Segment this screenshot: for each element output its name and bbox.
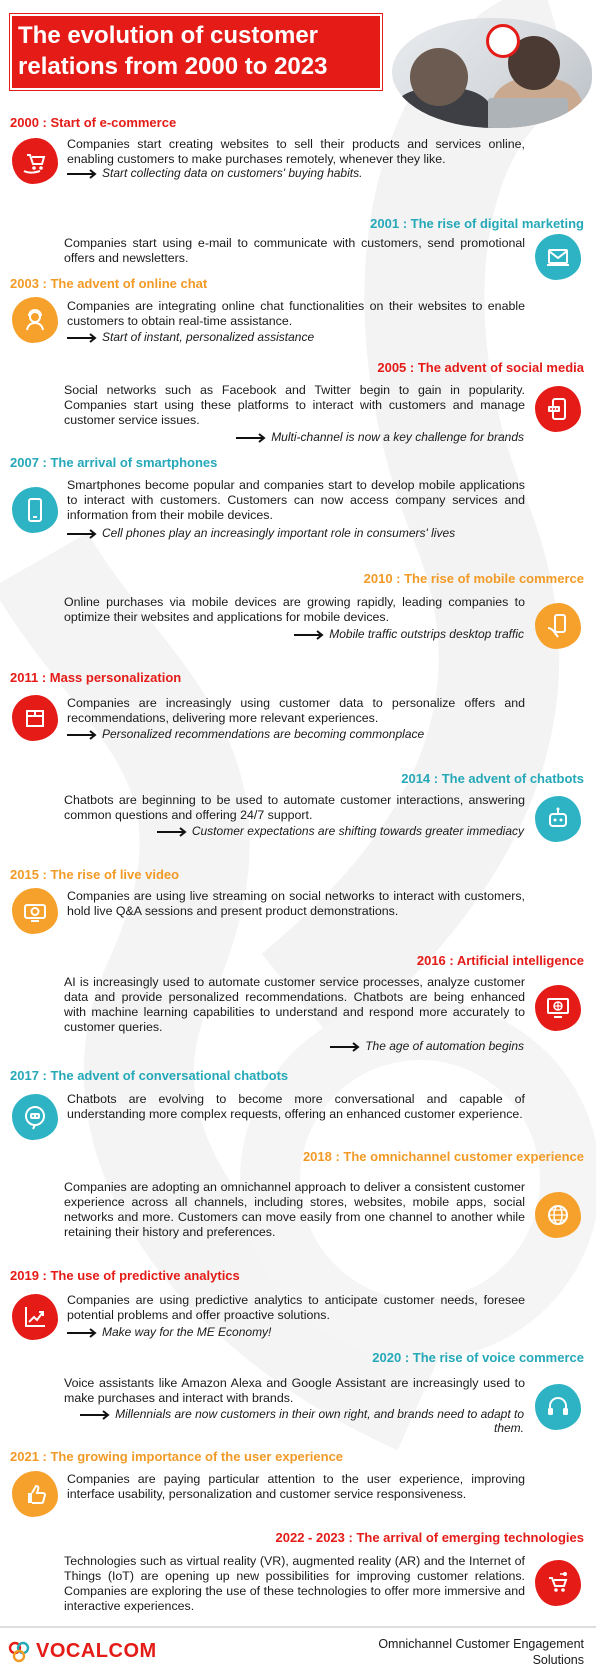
milestone-heading: 2016 : Artificial intelligence: [416, 953, 584, 968]
milestone-heading: 2010 : The rise of mobile commerce: [363, 571, 584, 586]
milestone-note: Make way for the ME Economy!: [67, 1325, 271, 1339]
milestone-body: Social networks such as Facebook and Twitter begin to gain in popularity. Companies start using these platforms to interact with customers and manage customer service issues.: [64, 383, 525, 427]
growth-chart-icon: [12, 1294, 58, 1340]
milestone-heading: 2021 : The growing importance of the user experience: [10, 1449, 344, 1464]
milestone-note: Start of instant, personalized assistance: [67, 330, 314, 344]
milestone-body: Companies are integrating online chat functionalities on their websites to enable customers to obtain real-time assistance.: [67, 299, 525, 328]
conversational-bot-icon: [12, 1094, 58, 1140]
milestone-note: Multi-channel is now a key challenge for brands: [236, 430, 524, 444]
milestone-body: Smartphones become popular and companies start to develop mobile applications to interact with customers. Customers can now access company services and information from their mobile devices.: [67, 478, 525, 522]
chatbot-robot-icon: [535, 796, 581, 842]
arrow-icon: [67, 1328, 99, 1338]
milestone-heading: 2017 : The advent of conversational chatbots: [10, 1068, 289, 1083]
omnichannel-globe-icon: [535, 1192, 581, 1238]
vocalcom-logo-icon: [8, 1641, 30, 1663]
milestone-heading: 2003 : The advent of online chat: [10, 276, 208, 291]
milestone-note: Start collecting data on customers' buying habits.: [67, 166, 362, 180]
video-camera-icon: [12, 888, 58, 934]
arrow-icon: [80, 1410, 112, 1420]
package-box-icon: [12, 695, 58, 741]
chat-agent-icon: [12, 297, 58, 343]
milestone-body: Companies start creating websites to sell their products and services online, enabling customers to make purchases remotely, whenever they like.: [67, 137, 525, 166]
milestone-heading: 2020 : The rise of voice commerce: [372, 1350, 584, 1365]
milestone-note: Cell phones play an increasingly important role in consumers' lives: [67, 526, 455, 540]
milestone-heading: 2007 : The arrival of smartphones: [10, 455, 218, 470]
milestone-body: Companies are paying particular attention to the user experience, improving interface usability, personalization and customer service responsiveness.: [67, 1472, 525, 1501]
milestone-heading: 2005 : The advent of social media: [377, 360, 584, 375]
milestone-body: Companies are using live streaming on social networks to interact with customers, hold live Q&A sessions and present product demonstrations.: [67, 889, 525, 918]
arrow-icon: [67, 333, 99, 343]
logo-text: VOCALCOM: [36, 1640, 157, 1662]
vocalcom-logo[interactable]: [8, 1640, 157, 1663]
arrow-icon: [330, 1042, 362, 1052]
title-banner: [10, 14, 382, 90]
ai-globe-monitor-icon: [535, 985, 581, 1031]
milestone-note: Mobile traffic outstrips desktop traffic: [294, 627, 524, 641]
milestone-heading: 2019 : The use of predictive analytics: [10, 1268, 240, 1283]
milestone-heading: 2011 : Mass personalization: [10, 670, 182, 685]
page-title: The evolution of customer relations from 2000 to 2023: [18, 22, 328, 80]
milestone-heading: 2015 : The rise of live video: [10, 867, 180, 882]
milestone-body: Companies start using e-mail to communicate with customers, send promotional offers and newsletters.: [64, 236, 525, 265]
arrow-icon: [236, 433, 268, 443]
milestone-body: Chatbots are evolving to become more conversational and capable of understanding more complex requests, offering an enhanced customer experience.: [67, 1092, 525, 1121]
milestone-body: Voice assistants like Amazon Alexa and Google Assistant are increasingly used to make purchases and interact with brands.: [64, 1376, 525, 1405]
milestone-body: Companies are using predictive analytics to anticipate customer needs, foresee potential problems and offer proactive solutions.: [67, 1293, 525, 1322]
thumbs-up-icon: [12, 1471, 58, 1517]
arrow-icon: [294, 630, 326, 640]
social-phone-icon: [535, 386, 581, 432]
arrow-icon: [157, 827, 189, 837]
cart-network-icon: [535, 1560, 581, 1606]
arrow-icon: [67, 529, 99, 539]
milestone-note: The age of automation begins: [330, 1039, 524, 1053]
arrow-icon: [67, 169, 99, 179]
footer: [0, 1626, 596, 1674]
milestone-body: Companies are adopting an omnichannel approach to deliver a consistent customer experience across all channels, including stores, websites, mobile apps, social networks and more. Customers can move easily from one channel to another while retaining their history and preferences.: [64, 1180, 525, 1239]
email-laptop-icon: [535, 234, 581, 280]
clock-icon: [486, 24, 520, 58]
milestone-heading: 2000 : Start of e-commerce: [10, 115, 177, 130]
milestone-heading: 2018 : The omnichannel customer experience: [302, 1149, 584, 1164]
milestone-body: Technologies such as virtual reality (VR), augmented reality (AR) and the Internet of Things (IoT) are opening up new possibilities for improving customer relations. Companies are exploring the use of these technologies to offer more immersive and interactive experiences.: [64, 1554, 525, 1613]
milestone-body: Companies are increasingly using customer data to personalize offers and recommendations, delivering more relevant experiences.: [67, 696, 525, 725]
milestone-body: Online purchases via mobile devices are growing rapidly, leading companies to optimize their websites and applications for mobile devices.: [64, 595, 525, 624]
milestone-heading: 2022 - 2023 : The arrival of emerging technologies: [275, 1530, 584, 1545]
headset-icon: [535, 1384, 581, 1430]
milestone-heading: 2014 : The advent of chatbots: [401, 771, 584, 786]
milestone-note: Millennials are now customers in their own right, and brands need to adapt to them.: [62, 1407, 524, 1435]
milestone-body: AI is increasingly used to automate customer service processes, analyze customer data and provide personalized recommendations. Chatbots are being enhanced with machine learning capabilities to understand and respond more accurately to customer queries.: [64, 975, 525, 1034]
milestone-heading: 2001 : The rise of digital marketing: [370, 216, 584, 231]
arrow-icon: [67, 730, 99, 740]
milestone-note: Customer expectations are shifting towards greater immediacy: [157, 824, 524, 838]
milestone-body: Chatbots are beginning to be used to automate customer interactions, answering common questions and offering 24/7 support.: [64, 793, 525, 822]
shopping-cart-hand-icon: [12, 138, 58, 184]
milestone-note: Personalized recommendations are becoming commonplace: [67, 727, 424, 741]
company-tagline: Omnichannel Customer Engagement Solutions: [378, 1637, 584, 1667]
hand-phone-icon: [535, 603, 581, 649]
smartphone-icon: [12, 487, 58, 533]
